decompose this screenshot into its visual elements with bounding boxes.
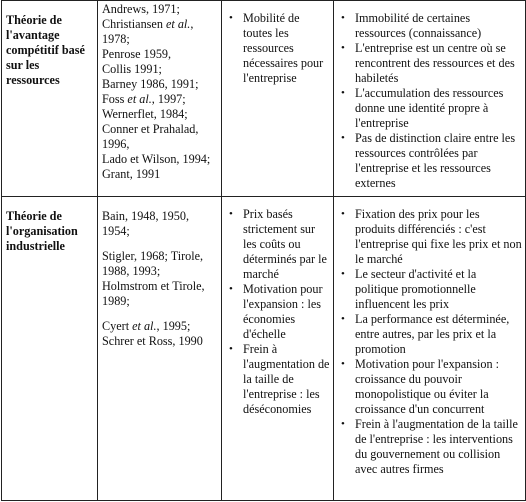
list-item [226,11,330,86]
limits-cell [334,1,526,197]
table-row [2,197,526,501]
author-ref: Bain, 1948, 1950, 1954; [102,209,190,238]
limits-list [338,207,522,477]
author-ref: Penrose 1959, [102,47,172,61]
bullet-icon: • [341,87,345,99]
bullet-icon: • [341,313,345,325]
list-item [338,207,522,267]
list-item [338,41,522,86]
theory-comparison-table [1,0,526,501]
limits-list [338,11,522,191]
bullet-icon: • [229,12,233,24]
list-item-text: Immobilité de certaines ressources (connaissance) [355,11,482,40]
list-item-text: L'entreprise est un centre où se rencontrent des ressources et des habiletés [355,41,515,85]
author-ref: Andrews, 1971; [102,2,180,16]
advantages-list [226,11,330,86]
list-item [226,342,330,417]
author-ref: Collis 1991; [102,62,162,76]
bullet-icon: • [341,132,345,144]
table-row [2,1,526,197]
author-ref: Lado et Wilson, 1994; [102,152,211,166]
author-ref: Cyert et al., 1995; Schrer et Ross, 1990 [102,319,203,348]
bullet-icon: • [229,343,233,355]
advantages-cell [222,1,334,197]
list-item-text: Mobilité de toutes les ressources nécessaires pour l'entreprise [243,11,324,85]
list-item [338,267,522,312]
list-item-text: Frein à l'augmentation de la taille de l'entreprise : les interventions du gouvernement ou collision avec autres firmes [355,417,518,476]
bullet-icon: • [229,283,233,295]
list-item [338,131,522,191]
list-item-text: Motivation pour l'expansion : croissance du pouvoir monopolistique ou éviter la croissance d'un concurrent [355,357,500,416]
list-item-text: Motivation pour l'expansion : les économies d'échelle [243,282,323,341]
advantages-cell [222,197,334,501]
author-ref: Barney 1986, 1991; [102,77,199,91]
list-item-text: Le secteur d'activité et la politique promotionnelle influencent les prix [355,267,477,311]
list-item [338,417,522,477]
list-item-text: Pas de distinction claire entre les ressources contrôlées par l'entreprise et les ressources externes [355,131,516,190]
advantages-list [226,207,330,417]
list-item [338,312,522,357]
bullet-icon: • [341,208,345,220]
list-item-text: Fixation des prix pour les produits différenciés : c'est l'entreprise qui fixe les prix et non le marché [355,207,522,266]
list-item [226,207,330,282]
bullet-icon: • [341,418,345,430]
author-ref: Foss et al., 1997; [102,92,186,106]
bullet-icon: • [341,12,345,24]
bullet-icon: • [229,208,233,220]
list-item [338,86,522,131]
list-item-text: L'accumulation des ressources donne une identité propre à l'entreprise [355,86,504,130]
theory-name-cell: Théorie de l'avantage compétitif basé sur les ressources [2,1,98,197]
list-item-text: Frein à l'augmentation de la taille de l'entreprise : les déséconomies [243,342,330,416]
authors-cell [98,197,222,501]
author-ref: Stigler, 1968; Tirole, 1988, 1993; Holmstrom et Tirole, 1989; [102,249,205,308]
author-ref: Wernerflet, 1984; [102,107,188,121]
author-ref: Christiansen et al., 1978; [102,17,194,46]
author-ref: Conner et Prahalad, 1996, [102,122,199,151]
list-item-text: Prix basés strictement sur les coûts ou déterminés par le marché [243,207,327,281]
bullet-icon: • [341,42,345,54]
theory-name-cell: Théorie de l'organisation industrielle [2,197,98,501]
authors-cell [98,1,222,197]
list-item-text: La performance est déterminée, entre autres, par les prix et la promotion [355,312,510,356]
bullet-icon: • [341,268,345,280]
list-item [226,282,330,342]
list-item [338,11,522,41]
bullet-icon: • [341,358,345,370]
limits-cell [334,197,526,501]
author-ref: Grant, 1991 [102,167,161,181]
list-item [338,357,522,417]
